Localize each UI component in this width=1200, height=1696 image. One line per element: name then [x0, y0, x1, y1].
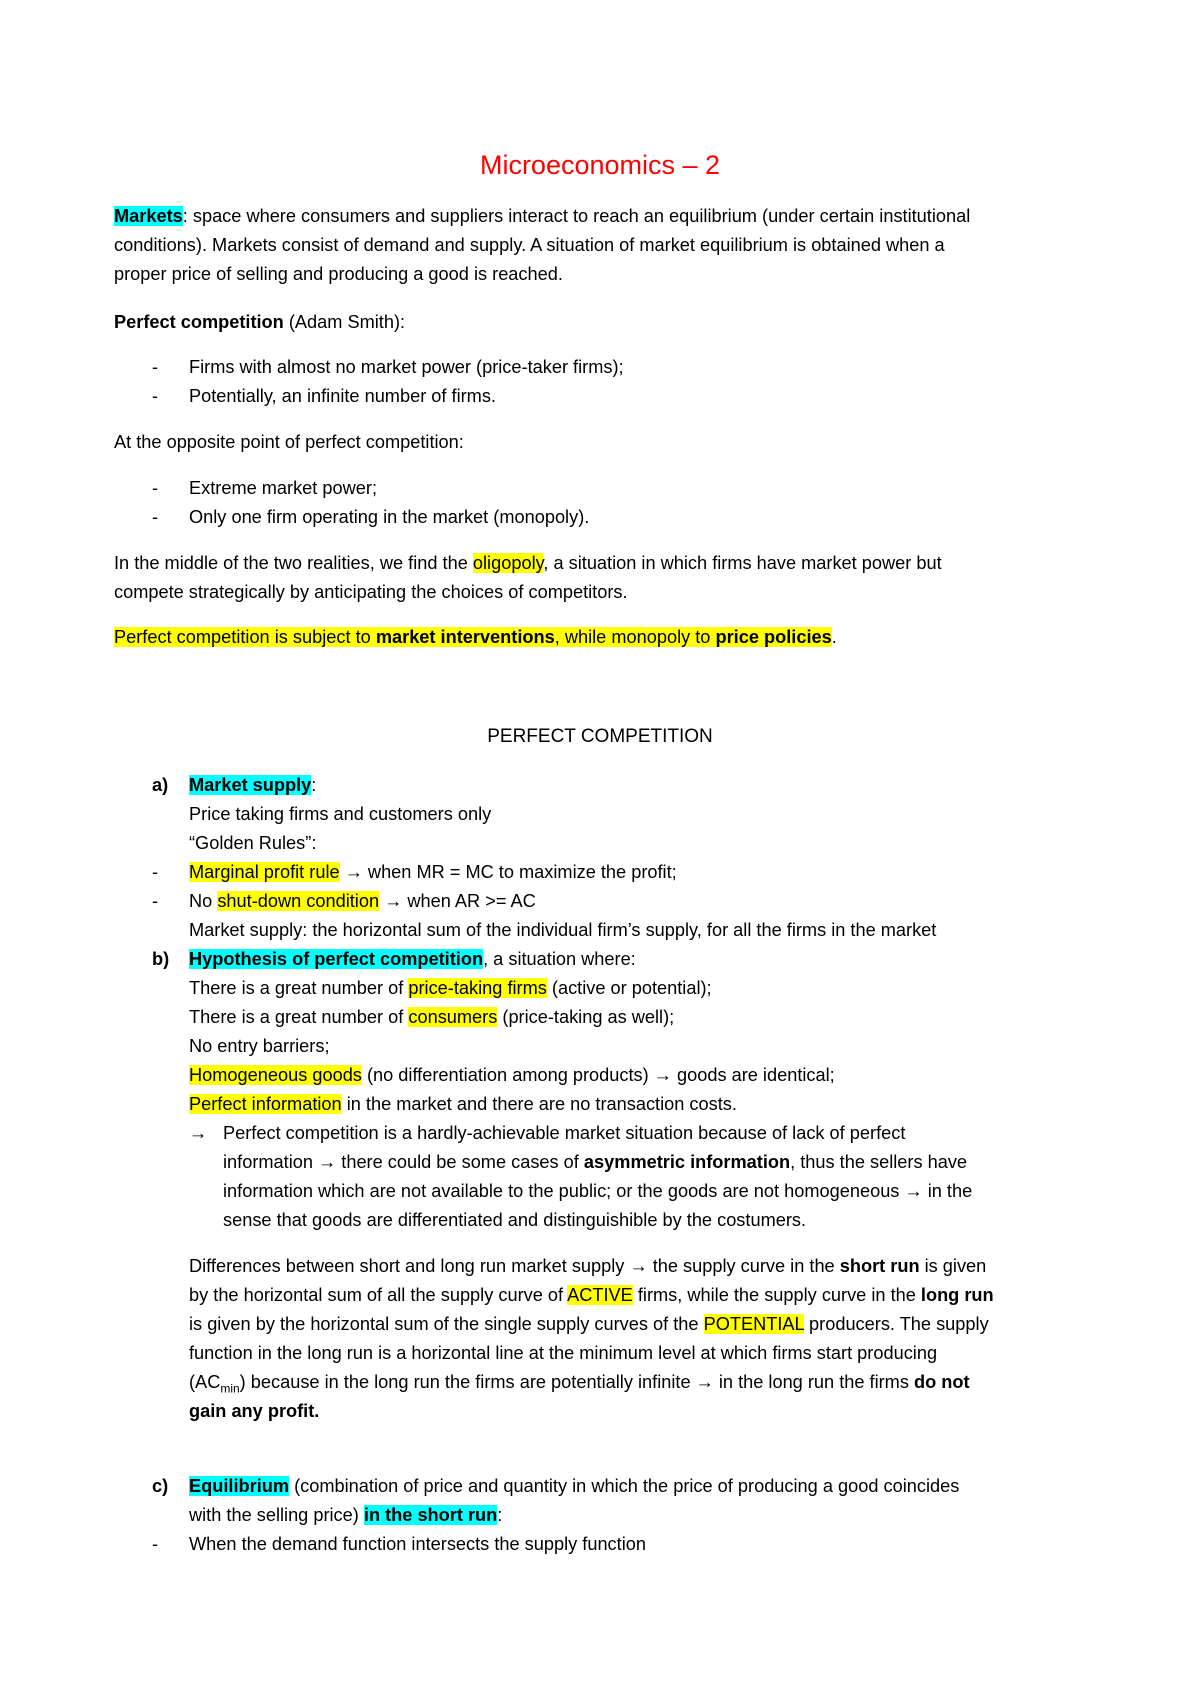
c-line-1 — [189, 1474, 959, 1498]
text: Perfect competition is subject to — [114, 627, 376, 647]
markets-term: Markets — [114, 206, 183, 226]
bold-text: long run — [920, 1285, 994, 1305]
shut-down-term: shut-down condition — [217, 891, 380, 911]
text: , a situation in which firms have market power but — [543, 553, 942, 573]
diff-line-2 — [189, 1283, 994, 1307]
diff-line-6: gain any profit. — [189, 1401, 320, 1421]
text: by the horizontal sum of all the supply curve of — [189, 1285, 568, 1305]
text: ) because in the long run the firms are potentially infinite — [239, 1372, 696, 1392]
bullet-dash: - — [152, 862, 159, 882]
highlight-span — [114, 627, 832, 647]
short-run-term: in the short run — [363, 1505, 498, 1525]
intro-line-3: proper price of selling and producing a good is reached. — [114, 264, 563, 284]
text: No — [189, 891, 218, 911]
equilibrium-term: Equilibrium — [189, 1476, 290, 1496]
bullet-dash: - — [152, 507, 159, 527]
arrow-icon: → — [318, 1152, 337, 1172]
label-bold: Perfect competition — [114, 312, 284, 332]
opposite-label: At the opposite point of perfect competition: — [114, 432, 464, 452]
arrow-bullet-icon: → — [189, 1123, 208, 1143]
a-line-1 — [189, 773, 316, 797]
middle-line-1 — [114, 551, 942, 575]
perfect-information-term: Perfect information — [189, 1094, 342, 1114]
text: with the selling price) — [189, 1505, 364, 1525]
diff-line-4: function in the long run is a horizontal line at the minimum level at which firms start producing — [189, 1343, 938, 1363]
highlight-sentence — [114, 625, 837, 649]
b-line-2 — [189, 976, 712, 1000]
intro-text: : space where consumers and suppliers interact to reach an equilibrium (under certain institutional — [182, 206, 971, 226]
subscript: min — [220, 1381, 240, 1396]
arrow-icon: → — [695, 1372, 714, 1392]
b-line-6 — [189, 1092, 737, 1116]
b-line-4: No entry barriers; — [189, 1036, 330, 1056]
text: There is a great number of — [189, 1007, 409, 1027]
text: in the long run the firms — [713, 1372, 914, 1392]
arrow-icon: → — [344, 862, 363, 882]
text: when MR = MC to maximize the profit; — [362, 862, 677, 882]
arrow-line-4: sense that goods are differentiated and distinguishible by the costumers. — [223, 1210, 807, 1230]
bullet-dash: - — [152, 478, 159, 498]
text: information which are not available to the public; or the goods are not homogeneous — [223, 1181, 905, 1201]
a-line-2: Price taking firms and customers only — [189, 804, 492, 824]
text: is given by the horizontal sum of the single supply curves of the — [189, 1314, 704, 1334]
price-taking-term: price-taking firms — [408, 978, 547, 998]
text: (combination of price and quantity in which the price of producing a good coincides — [289, 1476, 960, 1496]
c-line-2 — [189, 1503, 502, 1527]
text: firms, while the supply curve in the — [632, 1285, 921, 1305]
text: , a situation where: — [483, 949, 636, 969]
text: producers. The supply — [803, 1314, 989, 1334]
rule-2 — [189, 889, 536, 913]
text: the supply curve in the — [647, 1256, 840, 1276]
list-item: Potentially, an infinite number of firms. — [189, 386, 496, 406]
bullet-dash: - — [152, 386, 159, 406]
middle-line-2: compete strategically by anticipating the choices of competitors. — [114, 582, 628, 602]
hypothesis-term: Hypothesis of perfect competition — [189, 949, 484, 969]
text: , while monopoly to — [554, 627, 716, 647]
bold-text: market interventions — [375, 627, 555, 647]
bold-text: price policies — [715, 627, 832, 647]
active-term: ACTIVE — [567, 1285, 633, 1305]
homogeneous-term: Homogeneous goods — [189, 1065, 362, 1085]
intro-line-2: conditions). Markets consist of demand and supply. A situation of market equilibrium is obtained when a — [114, 235, 945, 255]
label-rest: (Adam Smith): — [283, 312, 406, 332]
a-line-supply: Market supply: the horizontal sum of the individual firm’s supply, for all the firms in the market — [189, 920, 937, 940]
list-marker-c: c) — [152, 1476, 169, 1496]
text: Differences between short and long run market supply — [189, 1256, 630, 1276]
text: there could be some cases of — [336, 1152, 584, 1172]
text: in the market and there are no transaction costs. — [341, 1094, 737, 1114]
arrow-icon: → — [904, 1181, 923, 1201]
text: . — [831, 627, 837, 647]
b-line-5 — [189, 1063, 835, 1087]
list-item: Only one firm operating in the market (monopoly). — [189, 507, 590, 527]
rule-1 — [189, 860, 677, 884]
arrow-icon: → — [629, 1256, 648, 1276]
oligopoly-term: oligopoly — [472, 553, 544, 573]
text: (price-taking as well); — [497, 1007, 675, 1027]
text: , thus the sellers have — [790, 1152, 968, 1172]
bullet-dash: - — [152, 891, 159, 911]
diff-line-5 — [189, 1370, 970, 1394]
bold-text: do not — [913, 1372, 970, 1392]
potential-term: POTENTIAL — [703, 1314, 804, 1334]
text: goods are identical; — [671, 1065, 835, 1085]
text: : — [497, 1505, 503, 1525]
bullet-dash: - — [152, 1534, 159, 1554]
list-marker-a: a) — [152, 775, 169, 795]
list-marker-b: b) — [152, 949, 170, 969]
b-line-1 — [189, 947, 636, 971]
arrow-icon: → — [384, 891, 403, 911]
list-item: Firms with almost no market power (price-taker firms); — [189, 357, 624, 377]
bold-text: asymmetric information — [583, 1152, 791, 1172]
section-heading: PERFECT COMPETITION — [487, 726, 713, 747]
arrow-line-3 — [223, 1179, 972, 1203]
perfect-competition-label — [114, 310, 405, 334]
intro-line-1 — [114, 204, 970, 228]
consumers-term: consumers — [408, 1007, 498, 1027]
text: when AR >= AC — [402, 891, 536, 911]
text: (AC — [189, 1372, 221, 1392]
market-supply-term: Market supply — [189, 775, 312, 795]
text: in the — [922, 1181, 973, 1201]
b-line-3 — [189, 1005, 674, 1029]
text: is given — [919, 1256, 987, 1276]
arrow-line-1: Perfect competition is a hardly-achievable market situation because of lack of perfect — [223, 1123, 906, 1143]
text: (active or potential); — [546, 978, 712, 998]
bold-text: short run — [839, 1256, 920, 1276]
text: (no differentiation among products) — [361, 1065, 654, 1085]
text: There is a great number of — [189, 978, 409, 998]
marginal-profit-term: Marginal profit rule — [189, 862, 340, 882]
bullet-dash: - — [152, 357, 159, 377]
list-item: When the demand function intersects the supply function — [189, 1534, 646, 1554]
page-title: Microeconomics – 2 — [479, 150, 721, 180]
text: information — [223, 1152, 319, 1172]
diff-line-1 — [189, 1254, 986, 1278]
list-item: Extreme market power; — [189, 478, 377, 498]
arrow-icon: → — [653, 1065, 672, 1085]
text: In the middle of the two realities, we find the — [114, 553, 473, 573]
a-line-3: “Golden Rules”: — [189, 833, 317, 853]
diff-line-3 — [189, 1312, 989, 1336]
arrow-line-2 — [223, 1150, 967, 1174]
text: : — [311, 775, 317, 795]
